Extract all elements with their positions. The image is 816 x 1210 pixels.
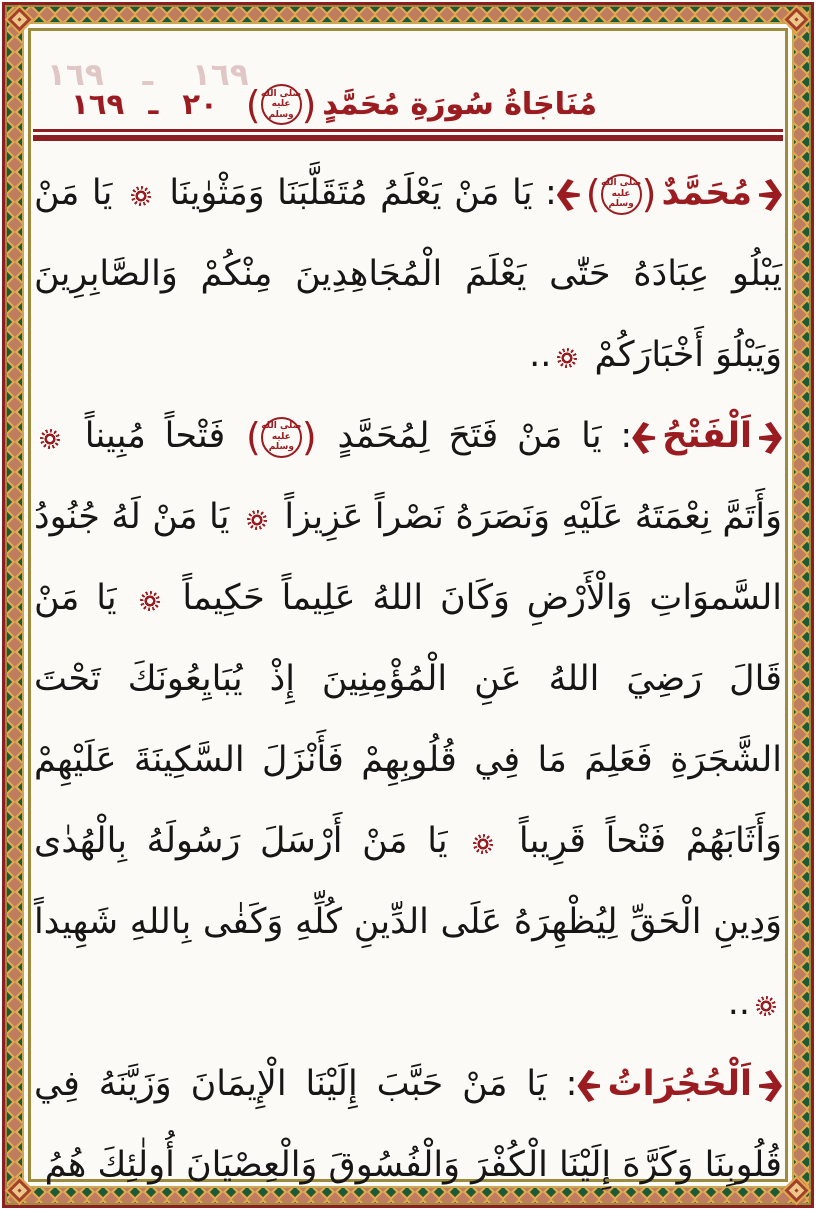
verse-rosette-icon — [131, 186, 151, 206]
page-title: مُنَاجَاةُ سُورَةِ مُحَمَّدٍ — [322, 87, 597, 122]
verse-rosette-icon — [140, 591, 160, 611]
supplication-paragraph — [34, 1044, 782, 1206]
bracket-ornament-icon — [632, 422, 655, 454]
supplication-text: : يَا مَنْ يَعْلَمُ مُتَقَلَّبَنَا وَمَثْوٰينَا — [156, 173, 557, 213]
supplication-text: يَا مَنْ أَرْسَلَ رَسُولَهُ بِالْهُدٰى وَدِينِ الْحَقِّ لِيُظْهِرَهُ عَلَى الدِّينِ كُلِّهِ وَكَفٰى بِاللهِ شَهِيداً — [34, 821, 782, 942]
bracket-ornament-icon — [557, 179, 580, 211]
title-seal-slot — [244, 84, 319, 125]
supplication-text: .. — [529, 335, 552, 375]
supplication-text: يَا مَنْ يَبْلُو عِبَادَهُ حَتّٰى يَعْلَمَ الْمُجَاهِدِينَ مِنْكُمْ وَالصَّابِرِينَ وَيَبْلُوَ أَخْبَارَكُمْ — [34, 173, 782, 375]
verse-rosette-icon — [473, 834, 493, 854]
surah-name: مُحَمَّدٌ — [661, 173, 753, 213]
surah-name: اَلْحُجُرَاتُ — [607, 1064, 752, 1104]
page-header — [0, 31, 709, 129]
bracket-ornament-icon — [759, 1070, 782, 1102]
ornate-border-frame — [2, 2, 814, 1208]
supplication-text: يَا مَنْ لَهُ جُنُودُ السَّموَاتِ وَالْأَرْضِ وَكَانَ اللهُ عَلِيماً حَكِيماً — [34, 497, 783, 618]
page-numbers: ٢٠ ـ ١٦٩ — [71, 87, 218, 121]
supplication-text: وَأَتَمَّ نِعْمَتَهُ عَلَيْهِ وَنَصَرَهُ نَصْراً عَزِيزاً — [272, 497, 782, 537]
supplication-paragraph — [34, 396, 782, 1044]
bracket-ornament-icon — [759, 422, 782, 454]
verse-rosette-icon — [557, 348, 577, 368]
prophet-seal-icon: ( صلى الله عليه وسلم ) — [245, 82, 317, 127]
verse-rosette-icon — [756, 996, 776, 1016]
supplication-text: يَا مَنْ قَالَ رَضِيَ اللهُ عَنِ الْمُؤْمِنِينَ إِذْ يُبَايِعُونَكَ تَحْتَ الشَّجَرَةِ فَعَلِمَ مَا فِي قُلُوبِهِمْ فَأَنْزَلَ السَّكِينَةَ عَلَيْهِمْ وَأَثَابَهُمْ فَتْحاً قَرِيباً — [34, 578, 782, 861]
bracket-ornament-icon — [759, 179, 782, 211]
verse-rosette-icon — [40, 429, 60, 449]
body-text — [33, 141, 783, 1206]
verse-rosette-icon — [247, 510, 267, 530]
supplication-paragraph — [34, 153, 782, 396]
ghost-page-numbers: ١٦٩ ـ ١٦٩ — [47, 57, 249, 93]
prophet-seal-icon: ( صلى الله عليه وسلم ) — [246, 415, 317, 459]
supplication-text: فَتْحاً مُبِيناً — [66, 416, 244, 456]
surah-section-marker — [632, 416, 782, 456]
surah-section-marker — [557, 172, 782, 216]
prophet-seal-icon: ( صلى الله عليه وسلم ) — [585, 172, 657, 216]
header-divider-rule — [33, 129, 783, 141]
supplication-text: : يَا مَنْ فَتَحَ لِمُحَمَّدٍ — [318, 416, 633, 456]
diamond-chain-border — [7, 7, 809, 1203]
surah-section-marker — [577, 1064, 782, 1104]
surah-name: اَلْفَتْحُ — [662, 416, 752, 456]
supplication-text: : يَا مَنْ حَبَّبَ إِلَيْنَا الْإِيمَانَ وَزَيَّنَهُ فِي قُلُوبِنَا وَكَرَّهَ إِلَيْنَا الْكُفْرَ وَالْفُسُوقَ وَالْعِصْيَانَ أُولٰئِكَ هُمُ — [34, 1064, 782, 1185]
bracket-ornament-icon — [577, 1070, 600, 1102]
page-content — [31, 31, 785, 1185]
supplication-text: .. — [727, 983, 750, 1023]
title-block — [244, 84, 597, 125]
